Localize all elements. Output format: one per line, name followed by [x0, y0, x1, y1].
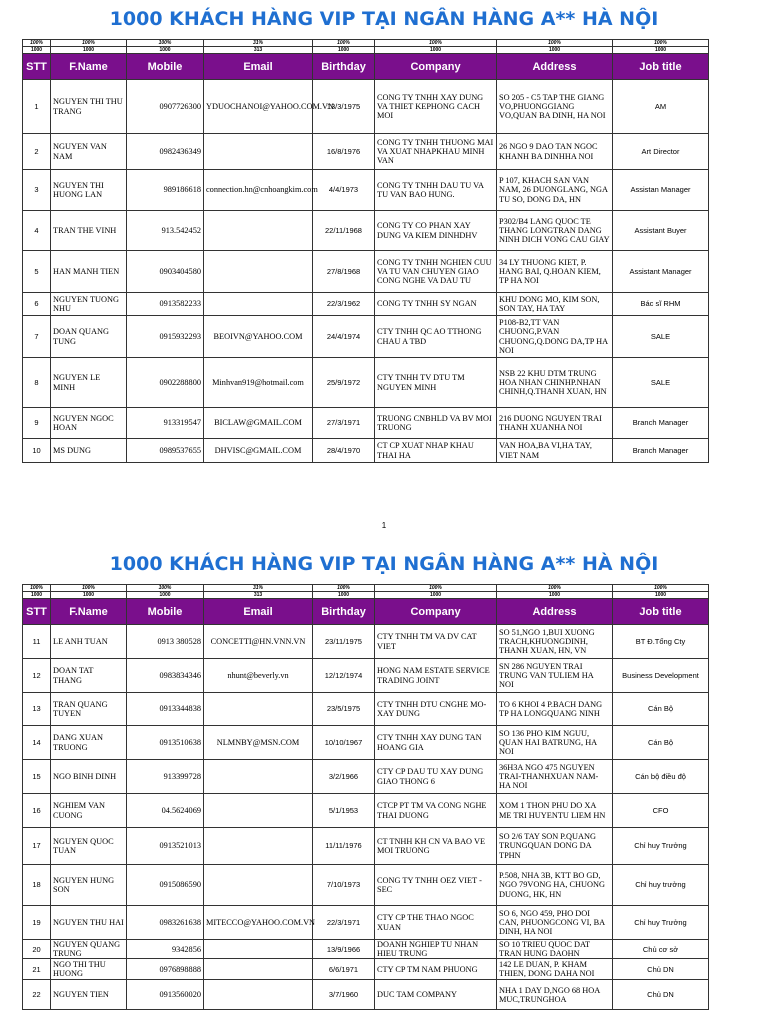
count-cell: 1000 [613, 47, 709, 54]
column-header: STT [23, 54, 51, 80]
percent-cell: 100% [375, 585, 497, 592]
stt-cell: 3 [23, 170, 51, 211]
stt-cell: 11 [23, 625, 51, 659]
birthday-cell: 10/10/1967 [313, 726, 375, 760]
count-cell: 1000 [375, 47, 497, 54]
percent-cell: 100% [375, 40, 497, 47]
name-cell: NGO BINH DINH [51, 760, 127, 794]
percent-row [23, 40, 709, 47]
mobile-cell: 0983261638 [127, 906, 204, 940]
percent-cell: 100% [23, 40, 51, 47]
name-cell: NGUYEN QUANG TRUNG [51, 940, 127, 959]
address-cell: SO 10 TRIEU QUOC DAT TRAN HUNG DAOHN [497, 940, 613, 959]
email-cell: MITECCO@YAHOO.COM.VN [204, 906, 313, 940]
address-cell: P108-B2,TT VAN CHUONG,P.VAN CHUONG,Q.DONG DA,TP HA NOI [497, 316, 613, 358]
percent-cell: 100% [497, 585, 613, 592]
email-cell [204, 211, 313, 251]
table-row [23, 134, 709, 170]
count-cell: 1000 [51, 592, 127, 599]
company-cell: CTY TNHH XAY DUNG TAN HOANG GIA [375, 726, 497, 760]
mobile-cell: 0915086590 [127, 865, 204, 906]
table-row [23, 828, 709, 865]
birthday-cell: 22/11/1968 [313, 211, 375, 251]
column-header: Job title [613, 599, 709, 625]
count-cell: 1000 [497, 47, 613, 54]
percent-cell: 100% [613, 585, 709, 592]
job-title-cell: Bác sĩ RHM [613, 293, 709, 316]
name-cell: NGUYEN LE MINH [51, 358, 127, 408]
count-cell: 1000 [23, 47, 51, 54]
column-header: Job title [613, 54, 709, 80]
mobile-cell: 989186618 [127, 170, 204, 211]
name-cell: TRAN THE VINH [51, 211, 127, 251]
company-cell: CONG TY TNHH THUONG MAI VA XUAT NHAPKHAU MINH VAN [375, 134, 497, 170]
birthday-cell: 13/3/1975 [313, 80, 375, 134]
mobile-cell: 9342856 [127, 940, 204, 959]
birthday-cell: 24/4/1974 [313, 316, 375, 358]
name-cell: NGUYEN VAN NAM [51, 134, 127, 170]
address-cell: 142 LE DUAN, P. KHAM THIEN, DONG DAHA NOI [497, 959, 613, 980]
address-cell: P 107, KHACH SAN VAN NAM, 26 DUONGLANG, NGA TU SO, DONG DA, HN [497, 170, 613, 211]
mobile-cell: 0915932293 [127, 316, 204, 358]
column-header: Birthday [313, 54, 375, 80]
birthday-cell: 27/8/1968 [313, 251, 375, 293]
count-cell: 1000 [127, 47, 204, 54]
email-cell: nhunt@beverly.vn [204, 659, 313, 693]
count-cell: 1000 [23, 592, 51, 599]
stt-cell: 14 [23, 726, 51, 760]
email-cell [204, 794, 313, 828]
customer-table [22, 39, 709, 463]
table-row [23, 439, 709, 463]
table-row [23, 316, 709, 358]
table-row [23, 293, 709, 316]
mobile-cell: 04.5624069 [127, 794, 204, 828]
percent-cell: 100% [497, 40, 613, 47]
address-cell: 36H3A NGO 475 NGUYEN TRAI-THANHXUAN NAM-HA NOI [497, 760, 613, 794]
address-cell: SO 136 PHO KIM NGUU, QUAN HAI BATRUNG, HA NOI [497, 726, 613, 760]
count-row [23, 592, 709, 599]
address-cell: P302/B4 LANG QUOC TE THANG LONGTRAN DANG NINH DICH VONG CAU GIAY [497, 211, 613, 251]
table-row [23, 693, 709, 726]
page-title: 1000 KHÁCH HÀNG VIP TẠI NGÂN HÀNG A** HÀ NỘI [109, 8, 659, 30]
email-cell: Minhvan919@hotmail.com [204, 358, 313, 408]
column-header: Address [497, 599, 613, 625]
count-cell: 1000 [497, 592, 613, 599]
company-cell: TRUONG CNBHLD VA BV MOI TRUONG [375, 408, 497, 439]
company-cell: CTY CP THE THAO NGOC XUAN [375, 906, 497, 940]
company-cell: CONG TY CO PHAN XAY DUNG VA KIEM DINHDHV [375, 211, 497, 251]
percent-cell: 100% [313, 40, 375, 47]
job-title-cell: Chủ DN [613, 980, 709, 1010]
count-cell: 1000 [613, 592, 709, 599]
count-cell: 313 [204, 47, 313, 54]
name-cell: DANG XUAN TRUONG [51, 726, 127, 760]
name-cell: NGUYEN QUOC TUAN [51, 828, 127, 865]
company-cell: DUC TAM COMPANY [375, 980, 497, 1010]
email-cell: BICLAW@GMAIL.COM [204, 408, 313, 439]
address-cell: SO 6, NGO 459, PHO DOI CAN, PHUONGCONG VI, BA DINH, HA NOI [497, 906, 613, 940]
mobile-cell: 913399728 [127, 760, 204, 794]
table-row [23, 726, 709, 760]
email-cell: BEOIVN@YAHOO.COM [204, 316, 313, 358]
mobile-cell: 0913510638 [127, 726, 204, 760]
table-row [23, 906, 709, 940]
column-header: F.Name [51, 54, 127, 80]
column-header: STT [23, 599, 51, 625]
count-cell: 1000 [375, 592, 497, 599]
address-cell: TO 6 KHOI 4 P.BACH DANG TP HA LONGQUANG NINH [497, 693, 613, 726]
address-cell: NSB 22 KHU DTM TRUNG HOA NHAN CHINHP.NHAN CHINH,Q.THANH XUAN, HN [497, 358, 613, 408]
company-cell: CONG TY TNHH XAY DUNG VA THIET KEPHONG CACH MOI [375, 80, 497, 134]
address-cell: SO 205 - C5 TAP THE GIANG VO,PHUONGGIANG VO,QUAN BA DINH, HA NOI [497, 80, 613, 134]
column-header: Mobile [127, 599, 204, 625]
percent-cell: 100% [127, 40, 204, 47]
stt-cell: 20 [23, 940, 51, 959]
percent-cell: 100% [127, 585, 204, 592]
stt-cell: 7 [23, 316, 51, 358]
stt-cell: 13 [23, 693, 51, 726]
job-title-cell: Art Director [613, 134, 709, 170]
birthday-cell: 22/3/1962 [313, 293, 375, 316]
birthday-cell: 27/3/1971 [313, 408, 375, 439]
company-cell: CTY TNHH DTU CNGHE MO-XAY DUNG [375, 693, 497, 726]
address-cell: P.508, NHA 3B, KTT BO GD, NGO 79VONG HA, CHUONG DUONG, HK, HN [497, 865, 613, 906]
stt-cell: 16 [23, 794, 51, 828]
company-cell: DOANH NGHIEP TU NHAN HIEU TRUNG [375, 940, 497, 959]
stt-cell: 6 [23, 293, 51, 316]
job-title-cell: Assistant Manager [613, 251, 709, 293]
job-title-cell: Assistan Manager [613, 170, 709, 211]
email-cell [204, 293, 313, 316]
job-title-cell: CFO [613, 794, 709, 828]
column-header: Mobile [127, 54, 204, 80]
job-title-cell: Chỉ huy Trưởng [613, 906, 709, 940]
column-header: Email [204, 599, 313, 625]
table-row [23, 760, 709, 794]
birthday-cell: 4/4/1973 [313, 170, 375, 211]
column-header: Email [204, 54, 313, 80]
address-cell: XOM 1 THON PHU DO XA ME TRI HUYENTU LIEM HN [497, 794, 613, 828]
birthday-cell: 23/11/1975 [313, 625, 375, 659]
header-row [23, 599, 709, 625]
mobile-cell: 913319547 [127, 408, 204, 439]
mobile-cell: 0983834346 [127, 659, 204, 693]
mobile-cell: 913.542452 [127, 211, 204, 251]
email-cell: DHVISC@GMAIL.COM [204, 439, 313, 463]
email-cell: NLMNBY@MSN.COM [204, 726, 313, 760]
customer-table [22, 584, 709, 1010]
mobile-cell: 0907726300 [127, 80, 204, 134]
email-cell [204, 959, 313, 980]
mobile-cell: 0913560020 [127, 980, 204, 1010]
job-title-cell: Cán Bộ [613, 693, 709, 726]
stt-cell: 18 [23, 865, 51, 906]
birthday-cell: 11/11/1976 [313, 828, 375, 865]
birthday-cell: 7/10/1973 [313, 865, 375, 906]
table-row [23, 959, 709, 980]
stt-cell: 9 [23, 408, 51, 439]
column-header: Company [375, 599, 497, 625]
birthday-cell: 12/12/1974 [313, 659, 375, 693]
table-row [23, 251, 709, 293]
count-cell: 1000 [313, 592, 375, 599]
job-title-cell: Chủ cơ sở [613, 940, 709, 959]
mobile-cell: 0989537655 [127, 439, 204, 463]
job-title-cell: SALE [613, 358, 709, 408]
job-title-cell: AM [613, 80, 709, 134]
job-title-cell: Cán bộ điều độ [613, 760, 709, 794]
address-cell: SN 286 NGUYEN TRAI TRUNG VAN TULIEM HA NOI [497, 659, 613, 693]
name-cell: DOAN TAT THANG [51, 659, 127, 693]
email-cell [204, 865, 313, 906]
birthday-cell: 28/4/1970 [313, 439, 375, 463]
percent-cell: 100% [613, 40, 709, 47]
company-cell: CT TNHH KH CN VA BAO VE MOI TRUONG [375, 828, 497, 865]
count-cell: 1000 [313, 47, 375, 54]
percent-cell: 100% [23, 585, 51, 592]
stt-cell: 19 [23, 906, 51, 940]
address-cell: NHA 1 DAY D,NGO 68 HOA MUC,TRUNGHOA [497, 980, 613, 1010]
table-row [23, 170, 709, 211]
job-title-cell: Chỉ huy Trưởng [613, 828, 709, 865]
address-cell: SO 2/6 TAY SON P.QUANG TRUNGQUAN DONG DA TPHN [497, 828, 613, 865]
name-cell: NGUYEN TUONG NHU [51, 293, 127, 316]
company-cell: CTY TNHH TM VA DV CAT VIET [375, 625, 497, 659]
job-title-cell: Assistant Buyer [613, 211, 709, 251]
company-cell: CONG TY TNHH DAU TU VA TU VAN BAO HUNG. [375, 170, 497, 211]
header-row [23, 54, 709, 80]
job-title-cell: Branch Manager [613, 408, 709, 439]
stt-cell: 12 [23, 659, 51, 693]
table-row [23, 211, 709, 251]
company-cell: CTY TNHH QC AO TTHONG CHAU A TBD [375, 316, 497, 358]
mobile-cell: 0902288800 [127, 358, 204, 408]
job-title-cell: Business Development [613, 659, 709, 693]
name-cell: NGUYEN THU HAI [51, 906, 127, 940]
stt-cell: 10 [23, 439, 51, 463]
name-cell: MS DUNG [51, 439, 127, 463]
percent-cell: 31% [204, 40, 313, 47]
stt-cell: 2 [23, 134, 51, 170]
page-title: 1000 KHÁCH HÀNG VIP TẠI NGÂN HÀNG A** HÀ NỘI [109, 553, 659, 575]
stt-cell: 15 [23, 760, 51, 794]
address-cell: 216 DUONG NGUYEN TRAI THANH XUANHA NOI [497, 408, 613, 439]
name-cell: HAN MANH TIEN [51, 251, 127, 293]
stt-cell: 4 [23, 211, 51, 251]
percent-cell: 100% [51, 40, 127, 47]
email-cell: CONCETTI@HN.VNN.VN [204, 625, 313, 659]
email-cell [204, 980, 313, 1010]
address-cell: VAN HOA,BA VI,HA TAY, VIET NAM [497, 439, 613, 463]
percent-cell: 100% [51, 585, 127, 592]
mobile-cell: 0913 380528 [127, 625, 204, 659]
mobile-cell: 0976898888 [127, 959, 204, 980]
email-cell: YDUOCHANOI@YAHOO.COM.VN [204, 80, 313, 134]
column-header: Birthday [313, 599, 375, 625]
percent-row [23, 585, 709, 592]
company-cell: CTY TNHH TV DTU TM NGUYEN MINH [375, 358, 497, 408]
birthday-cell: 22/3/1971 [313, 906, 375, 940]
stt-cell: 5 [23, 251, 51, 293]
address-cell: 26 NGO 9 DAO TAN NGOC KHANH BA DINHHA NOI [497, 134, 613, 170]
name-cell: NGUYEN THI THU TRANG [51, 80, 127, 134]
count-cell: 313 [204, 592, 313, 599]
email-cell [204, 828, 313, 865]
job-title-cell: SALE [613, 316, 709, 358]
birthday-cell: 25/9/1972 [313, 358, 375, 408]
table-row [23, 80, 709, 134]
email-cell [204, 940, 313, 959]
company-cell: CONG TY TNHH OEZ VIET - SEC [375, 865, 497, 906]
percent-cell: 100% [313, 585, 375, 592]
table-row [23, 794, 709, 828]
address-cell: SO 51,NGO 1,BUI XUONG TRACH,KHUONGDINH, THANH XUAN, HN, VN [497, 625, 613, 659]
stt-cell: 21 [23, 959, 51, 980]
name-cell: NGHIEM VAN CUONG [51, 794, 127, 828]
birthday-cell: 5/1/1953 [313, 794, 375, 828]
name-cell: LE ANH TUAN [51, 625, 127, 659]
name-cell: TRAN QUANG TUYEN [51, 693, 127, 726]
job-title-cell: Cán Bộ [613, 726, 709, 760]
address-cell: 34 LY THUONG KIET, P. HANG BAI, Q.HOAN KIEM, TP HA NOI [497, 251, 613, 293]
table-row [23, 625, 709, 659]
email-cell [204, 760, 313, 794]
table-row [23, 865, 709, 906]
birthday-cell: 16/8/1976 [313, 134, 375, 170]
birthday-cell: 13/9/1966 [313, 940, 375, 959]
name-cell: DOAN QUANG TUNG [51, 316, 127, 358]
mobile-cell: 0913344838 [127, 693, 204, 726]
name-cell: NGUYEN TIEN [51, 980, 127, 1010]
email-cell [204, 134, 313, 170]
company-cell: CONG TY TNHH NGHIEN CUU VA TU VAN CHUYEN GIAO CONG NGHE VA DAU TU [375, 251, 497, 293]
mobile-cell: 0903404580 [127, 251, 204, 293]
job-title-cell: Chỉ huy trưởng [613, 865, 709, 906]
job-title-cell: BT Đ.Tổng Cty [613, 625, 709, 659]
name-cell: NGUYEN THI HUONG LAN [51, 170, 127, 211]
percent-cell: 31% [204, 585, 313, 592]
name-cell: NGO THI THU HUONG [51, 959, 127, 980]
count-cell: 1000 [127, 592, 204, 599]
stt-cell: 22 [23, 980, 51, 1010]
table-row [23, 659, 709, 693]
birthday-cell: 3/7/1960 [313, 980, 375, 1010]
column-header: Company [375, 54, 497, 80]
page-number: 1 [381, 521, 387, 530]
company-cell: CONG TY TNHH SY NGAN [375, 293, 497, 316]
address-cell: KHU DONG MO, KIM SON, SON TAY, HA TAY [497, 293, 613, 316]
stt-cell: 1 [23, 80, 51, 134]
birthday-cell: 23/5/1975 [313, 693, 375, 726]
table-row [23, 980, 709, 1010]
email-cell: connection.hn@cnhoangkim.com [204, 170, 313, 211]
table-row [23, 408, 709, 439]
count-cell: 1000 [51, 47, 127, 54]
company-cell: CTY CP DAU TU XAY DUNG GIAO THONG 6 [375, 760, 497, 794]
mobile-cell: 0913582233 [127, 293, 204, 316]
table-row [23, 358, 709, 408]
table-row [23, 940, 709, 959]
job-title-cell: Branch Manager [613, 439, 709, 463]
company-cell: HONG NAM ESTATE SERVICE TRADING JOINT [375, 659, 497, 693]
stt-cell: 8 [23, 358, 51, 408]
email-cell [204, 251, 313, 293]
column-header: Address [497, 54, 613, 80]
company-cell: CTCP PT TM VA CONG NGHE THAI DUONG [375, 794, 497, 828]
column-header: F.Name [51, 599, 127, 625]
mobile-cell: 0913521013 [127, 828, 204, 865]
company-cell: CTY CP TM NAM PHUONG [375, 959, 497, 980]
email-cell [204, 693, 313, 726]
birthday-cell: 3/2/1966 [313, 760, 375, 794]
job-title-cell: Chủ DN [613, 959, 709, 980]
birthday-cell: 6/6/1971 [313, 959, 375, 980]
name-cell: NGUYEN HUNG SON [51, 865, 127, 906]
mobile-cell: 0982436349 [127, 134, 204, 170]
count-row [23, 47, 709, 54]
name-cell: NGUYEN NGOC HOAN [51, 408, 127, 439]
company-cell: CT CP XUAT NHAP KHAU THAI HA [375, 439, 497, 463]
stt-cell: 17 [23, 828, 51, 865]
